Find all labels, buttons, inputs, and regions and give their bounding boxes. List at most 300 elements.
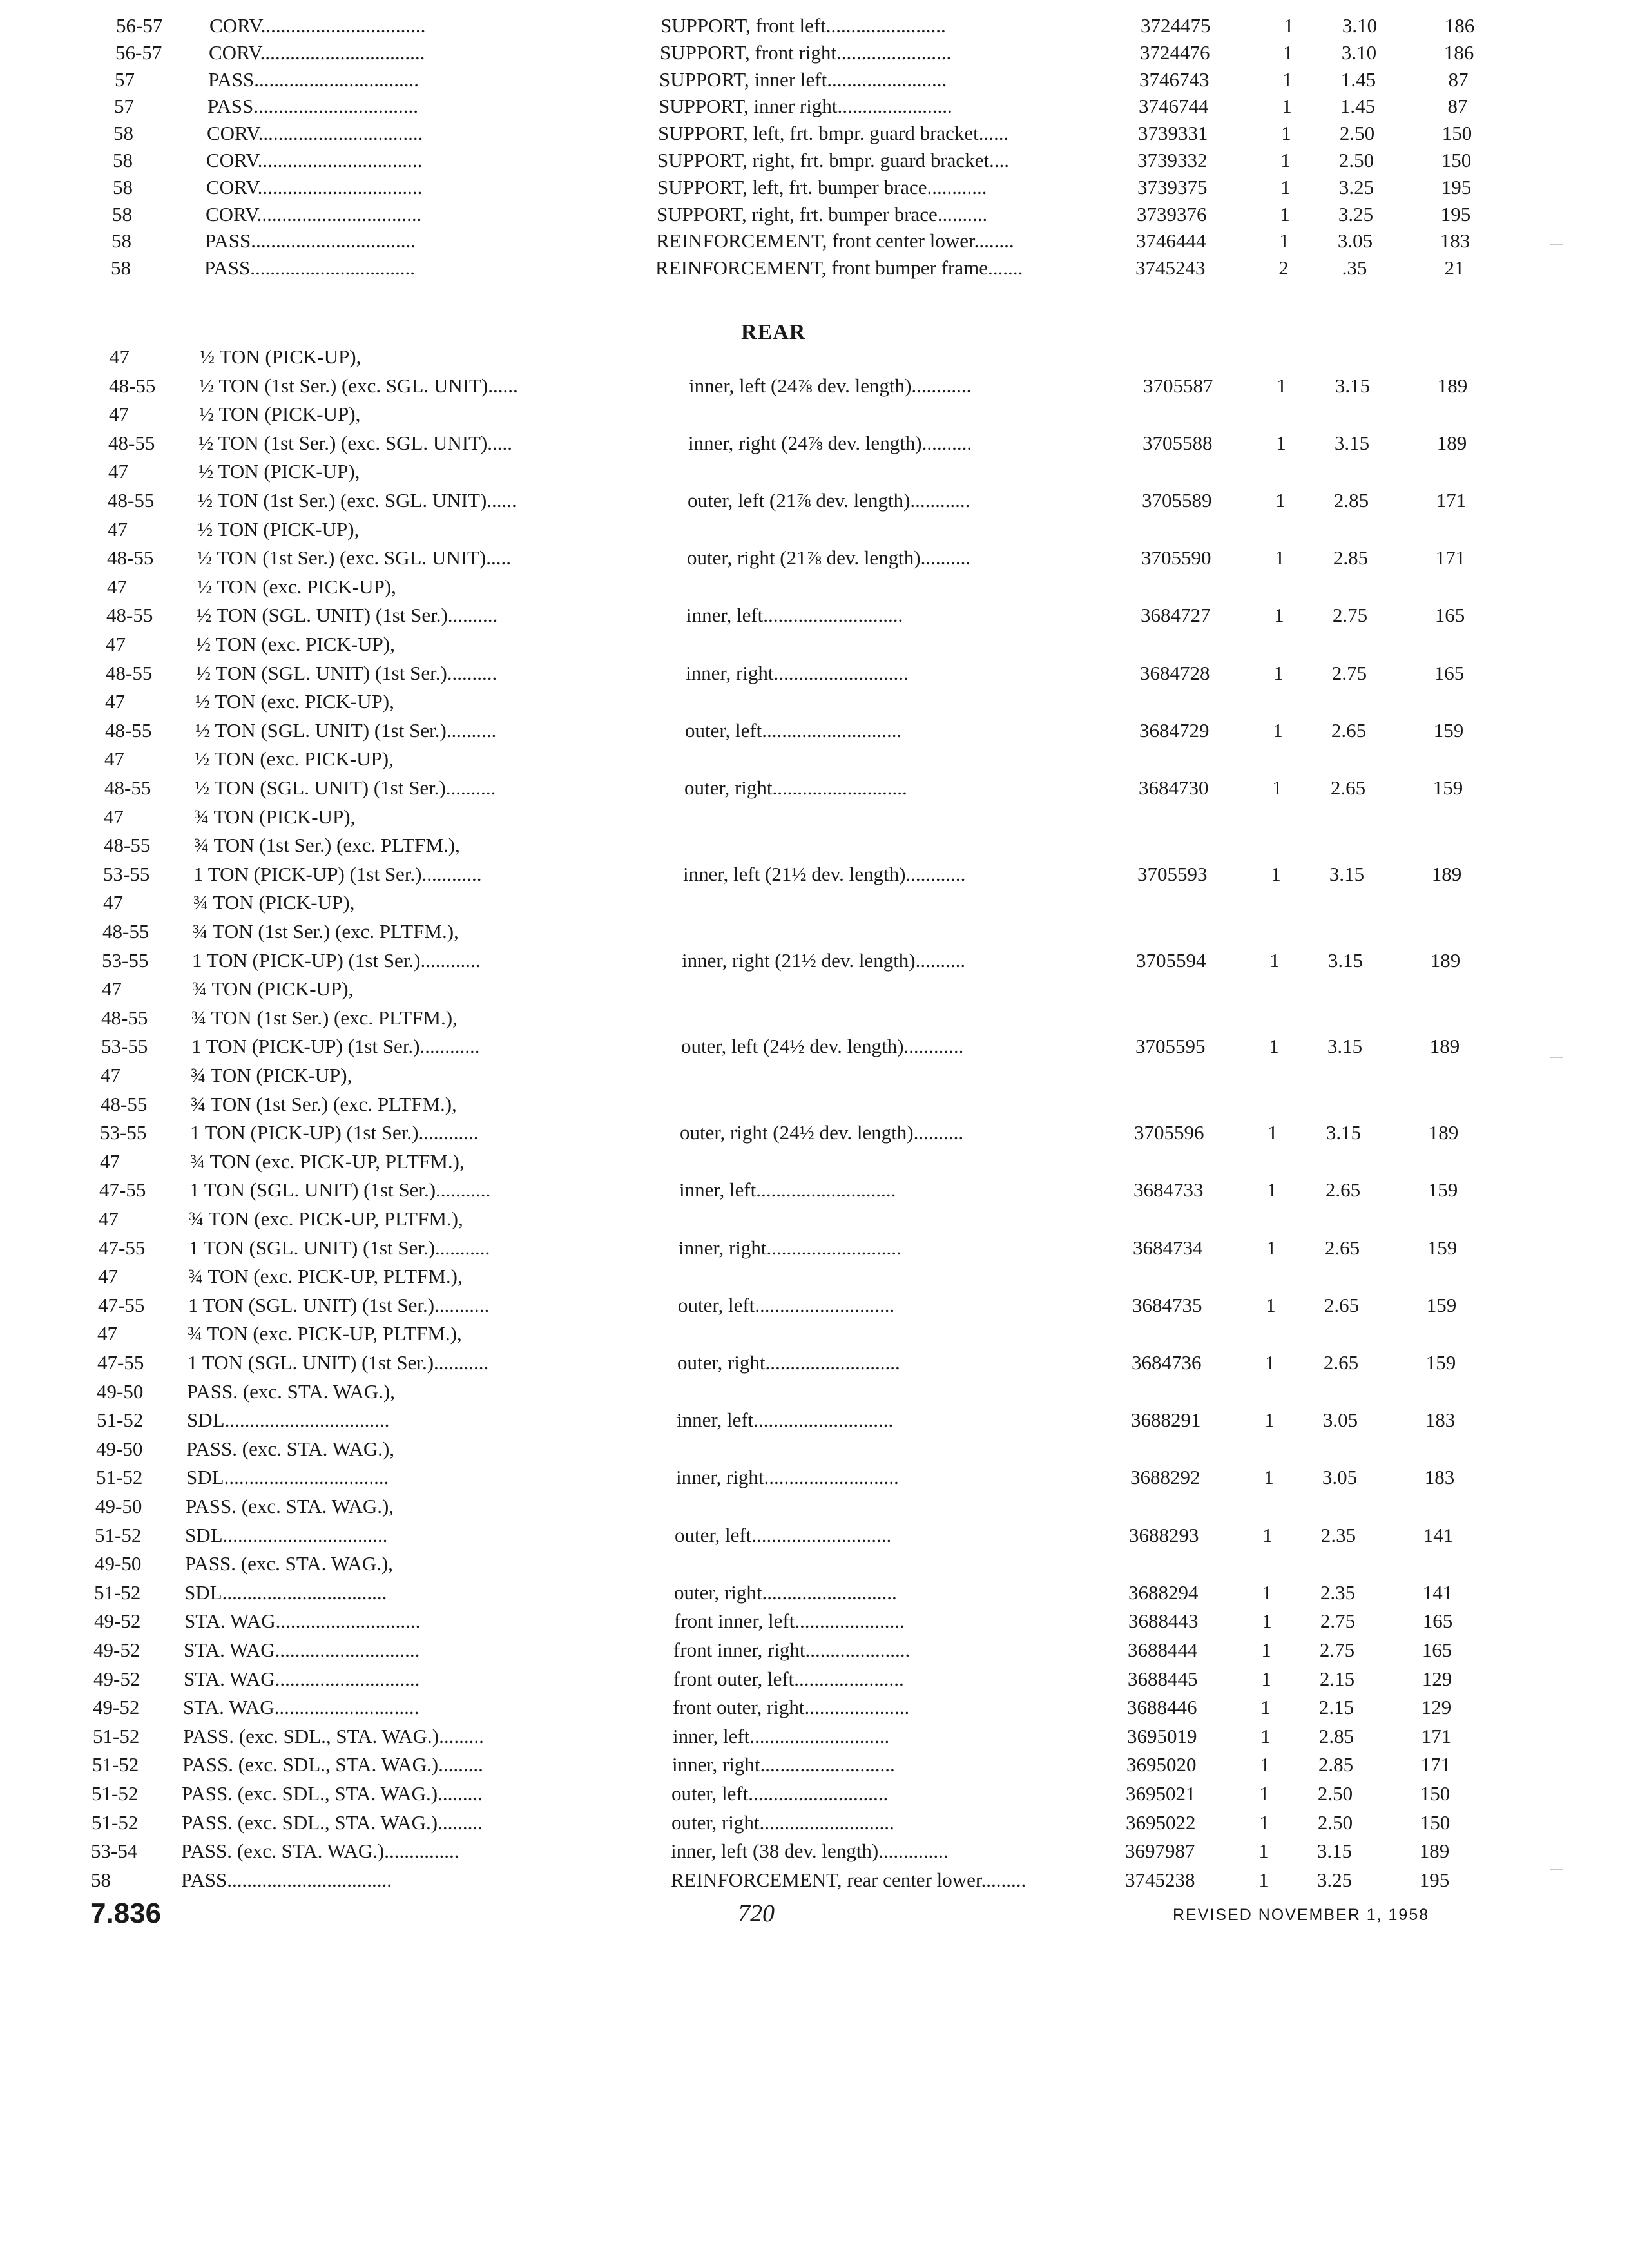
year-cell: 47 bbox=[109, 403, 129, 426]
year-cell: 57 bbox=[115, 68, 135, 91]
weight-cell: 3.25 bbox=[1338, 202, 1374, 226]
table-row bbox=[93, 1636, 1576, 1664]
model-cell: ¾ TON (exc. PICK-UP, PLTFM.), bbox=[188, 1265, 463, 1288]
year-cell: 47 bbox=[108, 460, 128, 483]
table-row bbox=[97, 1378, 1579, 1406]
table-row bbox=[115, 66, 1597, 94]
year-cell: 51-52 bbox=[95, 1523, 142, 1546]
year-cell: 47 bbox=[108, 517, 128, 541]
description-cell: outer, right........................... bbox=[671, 1811, 894, 1834]
quantity-cell: 1 bbox=[1273, 718, 1283, 742]
year-cell: 47 bbox=[104, 805, 124, 828]
description-cell: front inner, left...................... bbox=[674, 1610, 905, 1633]
part-number-cell: 3705595 bbox=[1135, 1035, 1206, 1058]
price-cell: 87 bbox=[1448, 68, 1469, 91]
quantity-cell: 1 bbox=[1260, 1724, 1271, 1747]
quantity-cell: 1 bbox=[1282, 68, 1293, 91]
model-cell: 1 TON (PICK-UP) (1st Ser.)............ bbox=[190, 1121, 479, 1144]
description-cell: inner, left............................ bbox=[673, 1724, 890, 1747]
table-row bbox=[97, 1406, 1579, 1434]
year-cell: 51-52 bbox=[92, 1753, 139, 1776]
table-row bbox=[94, 1579, 1576, 1607]
table-row bbox=[108, 515, 1590, 544]
quantity-cell: 1 bbox=[1267, 1178, 1277, 1202]
part-number-cell: 3695021 bbox=[1126, 1782, 1196, 1805]
model-cell: ½ TON (exc. PICK-UP), bbox=[196, 633, 395, 655]
model-cell: STA. WAG............................. bbox=[184, 1639, 420, 1661]
year-cell: 48-55 bbox=[108, 431, 155, 454]
table-row bbox=[92, 1780, 1574, 1808]
year-cell: 51-52 bbox=[92, 1811, 139, 1834]
model-cell: ½ TON (PICK-UP), bbox=[200, 345, 361, 368]
part-number-cell: 3746743 bbox=[1139, 68, 1210, 91]
weight-cell: 2.50 bbox=[1317, 1782, 1353, 1805]
table-row bbox=[102, 947, 1584, 975]
description-cell: front outer, right..................... bbox=[673, 1696, 910, 1719]
price-cell: 159 bbox=[1432, 776, 1463, 799]
model-cell: PASS................................. bbox=[207, 95, 419, 118]
table-row bbox=[99, 1176, 1581, 1204]
description-cell: inner, left............................ bbox=[686, 604, 903, 627]
year-cell: 47 bbox=[105, 690, 125, 713]
model-cell: CORV................................. bbox=[207, 122, 423, 145]
year-cell: 58 bbox=[113, 149, 133, 171]
year-cell: 49-50 bbox=[96, 1437, 143, 1460]
year-cell: 48-55 bbox=[108, 489, 155, 512]
model-cell: ¾ TON (exc. PICK-UP, PLTFM.), bbox=[190, 1149, 465, 1173]
year-cell: 58 bbox=[111, 256, 131, 280]
description-cell: inner, left............................ bbox=[679, 1178, 896, 1202]
quantity-cell: 1 bbox=[1284, 14, 1294, 37]
model-cell: PASS. (exc. SDL., STA. WAG.)......... bbox=[183, 1724, 484, 1747]
weight-cell: 3.15 bbox=[1327, 948, 1364, 972]
model-cell: STA. WAG............................. bbox=[184, 1667, 420, 1690]
price-cell: 129 bbox=[1422, 1667, 1452, 1690]
model-cell: PASS. (exc. STA. WAG.), bbox=[185, 1552, 394, 1575]
model-cell: PASS. (exc. SDL., STA. WAG.)......... bbox=[182, 1811, 483, 1834]
quantity-cell: 1 bbox=[1277, 374, 1287, 397]
weight-cell: 3.25 bbox=[1338, 175, 1374, 198]
weight-cell: 2.50 bbox=[1317, 1811, 1353, 1834]
part-number-cell: 3684734 bbox=[1133, 1236, 1203, 1259]
quantity-cell: 1 bbox=[1274, 604, 1284, 627]
table-row bbox=[112, 200, 1594, 229]
revision-date: REVISED NOVEMBER 1, 1958 bbox=[1173, 1906, 1430, 1924]
description-cell: outer, right........................... bbox=[684, 776, 907, 799]
description-cell: inner, left (24⅞ dev. length)............ bbox=[689, 374, 972, 397]
quantity-cell: 1 bbox=[1258, 1868, 1269, 1891]
part-number-cell: 3688444 bbox=[1128, 1639, 1198, 1661]
quantity-cell: 1 bbox=[1280, 149, 1291, 171]
table-row bbox=[108, 486, 1590, 515]
table-row bbox=[106, 630, 1588, 658]
part-number-cell: 3724476 bbox=[1140, 41, 1210, 64]
year-cell: 51-52 bbox=[97, 1408, 144, 1432]
description-cell: SUPPORT, inner right....................... bbox=[659, 95, 952, 118]
quantity-cell: 1 bbox=[1273, 661, 1284, 684]
table-row bbox=[93, 1693, 1575, 1722]
part-number-cell: 3688443 bbox=[1128, 1610, 1199, 1633]
description-cell: outer, left............................ bbox=[671, 1782, 889, 1805]
year-cell: 49-52 bbox=[94, 1610, 141, 1633]
year-cell: 47 bbox=[102, 977, 122, 1001]
model-cell: ½ TON (SGL. UNIT) (1st Ser.).......... bbox=[195, 718, 497, 742]
model-cell: ¾ TON (1st Ser.) (exc. PLTFM.), bbox=[193, 920, 459, 943]
part-number-cell: 3688445 bbox=[1128, 1667, 1198, 1690]
year-cell: 51-52 bbox=[94, 1581, 141, 1604]
table-row bbox=[97, 1349, 1579, 1377]
model-cell: ¾ TON (PICK-UP), bbox=[194, 805, 356, 828]
table-row bbox=[106, 601, 1588, 629]
table-row bbox=[101, 1090, 1583, 1119]
model-cell: 1 TON (SGL. UNIT) (1st Ser.)........... bbox=[189, 1236, 490, 1259]
description-cell: REINFORCEMENT, front center lower........ bbox=[656, 229, 1014, 253]
year-cell: 48-55 bbox=[104, 776, 151, 799]
table-row bbox=[101, 1061, 1583, 1090]
year-cell: 53-55 bbox=[101, 1035, 148, 1058]
part-number-cell: 3695019 bbox=[1127, 1724, 1197, 1747]
model-cell: PASS. (exc. SDL., STA. WAG.)......... bbox=[182, 1753, 483, 1776]
weight-cell: 3.15 bbox=[1334, 431, 1370, 454]
year-cell: 53-54 bbox=[91, 1840, 138, 1863]
part-number-cell: 3739376 bbox=[1137, 202, 1207, 226]
price-cell: 150 bbox=[1441, 122, 1472, 145]
quantity-cell: 1 bbox=[1268, 1121, 1278, 1144]
weight-cell: .35 bbox=[1342, 256, 1367, 280]
description-cell: outer, left............................ bbox=[678, 1293, 895, 1316]
part-number-cell: 3745238 bbox=[1125, 1868, 1195, 1891]
weight-cell: 2.85 bbox=[1333, 489, 1369, 512]
part-number-cell: 3684728 bbox=[1140, 661, 1210, 684]
weight-cell: 2.15 bbox=[1318, 1696, 1354, 1719]
weight-cell: 2.65 bbox=[1324, 1293, 1360, 1316]
weight-cell: 2.85 bbox=[1333, 546, 1369, 570]
year-cell: 48-55 bbox=[105, 718, 152, 742]
quantity-cell: 1 bbox=[1282, 95, 1292, 118]
table-row bbox=[116, 12, 1598, 40]
weight-cell: 2.50 bbox=[1338, 149, 1374, 171]
year-cell: 47-55 bbox=[98, 1293, 145, 1316]
year-cell: 48-55 bbox=[102, 920, 149, 943]
table-row bbox=[92, 1809, 1574, 1837]
model-cell: PASS. (exc. STA. WAG.), bbox=[186, 1495, 394, 1517]
price-cell: 189 bbox=[1437, 374, 1468, 397]
quantity-cell: 1 bbox=[1279, 229, 1289, 253]
price-cell: 171 bbox=[1435, 546, 1466, 570]
weight-cell: 3.05 bbox=[1337, 229, 1373, 253]
table-row bbox=[110, 343, 1592, 371]
weight-cell: 2.85 bbox=[1318, 1724, 1354, 1747]
part-number-cell: 3746444 bbox=[1136, 229, 1206, 253]
quantity-cell: 1 bbox=[1280, 202, 1290, 226]
table-row bbox=[111, 254, 1593, 282]
price-cell: 159 bbox=[1426, 1293, 1457, 1316]
description-cell: REINFORCEMENT, rear center lower......... bbox=[671, 1868, 1027, 1891]
description-cell: front inner, right..................... bbox=[673, 1639, 911, 1661]
price-cell: 141 bbox=[1422, 1581, 1453, 1604]
weight-cell: 2.65 bbox=[1325, 1178, 1361, 1202]
part-number-cell: 3684729 bbox=[1139, 718, 1210, 742]
price-cell: 189 bbox=[1419, 1840, 1450, 1863]
quantity-cell: 1 bbox=[1269, 948, 1280, 972]
table-row bbox=[111, 227, 1594, 255]
table-row bbox=[95, 1550, 1577, 1578]
year-cell: 58 bbox=[112, 202, 132, 226]
year-cell: 49-52 bbox=[93, 1667, 140, 1690]
year-cell: 47 bbox=[99, 1207, 119, 1230]
description-cell: inner, right........................... bbox=[672, 1753, 895, 1776]
weight-cell: 2.85 bbox=[1318, 1753, 1354, 1776]
quantity-cell: 1 bbox=[1262, 1581, 1272, 1604]
year-cell: 53-55 bbox=[102, 948, 149, 972]
description-cell: front outer, left...................... bbox=[673, 1667, 904, 1690]
quantity-cell: 1 bbox=[1266, 1236, 1277, 1259]
table-row bbox=[108, 429, 1590, 457]
price-cell: 171 bbox=[1436, 489, 1467, 512]
description-cell: outer, right........................... bbox=[677, 1351, 900, 1374]
weight-cell: 3.15 bbox=[1335, 374, 1371, 397]
year-cell: 56-57 bbox=[116, 14, 163, 37]
price-cell: 159 bbox=[1427, 1178, 1458, 1202]
year-cell: 51-52 bbox=[96, 1466, 143, 1489]
price-cell: 186 bbox=[1444, 14, 1475, 37]
model-cell: SDL................................. bbox=[184, 1581, 387, 1604]
model-cell: ½ TON (PICK-UP), bbox=[199, 403, 361, 426]
description-cell: SUPPORT, left, frt. bmpr. guard bracket...... bbox=[658, 122, 1009, 145]
part-number-cell: 3688293 bbox=[1129, 1523, 1199, 1546]
model-cell: ½ TON (PICK-UP), bbox=[198, 517, 360, 541]
price-cell: 189 bbox=[1428, 1121, 1459, 1144]
price-cell: 159 bbox=[1433, 718, 1464, 742]
model-cell: CORV................................. bbox=[206, 149, 423, 171]
table-row bbox=[92, 1751, 1574, 1779]
model-cell: 1 TON (PICK-UP) (1st Ser.)............ bbox=[191, 1035, 480, 1058]
weight-cell: 3.05 bbox=[1322, 1408, 1358, 1432]
year-cell: 47 bbox=[104, 747, 124, 771]
part-number-cell: 3739375 bbox=[1137, 175, 1208, 198]
table-row bbox=[107, 573, 1589, 601]
price-cell: 141 bbox=[1423, 1523, 1454, 1546]
weight-cell: 3.15 bbox=[1329, 862, 1365, 885]
year-cell: 53-55 bbox=[100, 1121, 147, 1144]
model-cell: ¾ TON (1st Ser.) (exc. PLTFM.), bbox=[191, 1092, 457, 1115]
year-cell: 49-52 bbox=[93, 1639, 140, 1661]
model-cell: ¾ TON (exc. PICK-UP, PLTFM.), bbox=[188, 1322, 462, 1345]
weight-cell: 3.05 bbox=[1322, 1466, 1358, 1489]
year-cell: 48-55 bbox=[101, 1092, 148, 1115]
year-cell: 47 bbox=[98, 1265, 118, 1288]
model-cell: SDL................................. bbox=[185, 1523, 388, 1546]
model-cell: 1 TON (SGL. UNIT) (1st Ser.)........... bbox=[188, 1351, 489, 1374]
table-row bbox=[114, 92, 1596, 120]
quantity-cell: 1 bbox=[1269, 1035, 1279, 1058]
description-cell: outer, right........................... bbox=[674, 1581, 897, 1604]
weight-cell: 2.75 bbox=[1319, 1639, 1355, 1661]
price-cell: 183 bbox=[1440, 229, 1470, 253]
weight-cell: 2.65 bbox=[1323, 1351, 1359, 1374]
year-cell: 47 bbox=[101, 1064, 120, 1086]
part-number-cell: 3705589 bbox=[1142, 489, 1212, 512]
quantity-cell: 1 bbox=[1281, 122, 1291, 145]
year-cell: 48-55 bbox=[104, 834, 151, 857]
table-row bbox=[102, 975, 1584, 1003]
weight-cell: 2.35 bbox=[1320, 1523, 1356, 1546]
model-cell: CORV................................. bbox=[206, 175, 423, 198]
price-cell: 165 bbox=[1422, 1610, 1453, 1633]
quantity-cell: 1 bbox=[1271, 862, 1281, 885]
model-cell: CORV................................. bbox=[209, 14, 426, 37]
description-cell: SUPPORT, inner left........................ bbox=[659, 68, 947, 91]
weight-cell: 3.15 bbox=[1316, 1840, 1353, 1863]
page-number: 720 bbox=[738, 1900, 775, 1927]
price-cell: 186 bbox=[1443, 41, 1474, 64]
table-row bbox=[109, 400, 1591, 428]
year-cell: 57 bbox=[114, 95, 134, 118]
year-cell: 48-55 bbox=[106, 661, 153, 684]
model-cell: PASS................................. bbox=[181, 1868, 392, 1891]
model-cell: ¾ TON (PICK-UP), bbox=[191, 1064, 352, 1086]
table-row bbox=[113, 173, 1595, 202]
table-row bbox=[100, 1148, 1582, 1176]
year-cell: 49-50 bbox=[97, 1379, 144, 1403]
price-cell: 189 bbox=[1430, 948, 1461, 972]
model-cell: ¾ TON (PICK-UP), bbox=[192, 977, 354, 1001]
model-cell: ½ TON (PICK-UP), bbox=[198, 460, 360, 483]
description-cell: REINFORCEMENT, front bumper frame....... bbox=[655, 256, 1023, 280]
part-number-cell: 3705593 bbox=[1137, 862, 1208, 885]
year-cell: 47 bbox=[110, 345, 130, 368]
year-cell: 49-50 bbox=[95, 1552, 142, 1575]
quantity-cell: 1 bbox=[1260, 1696, 1271, 1719]
price-cell: 195 bbox=[1441, 175, 1472, 198]
quantity-cell: 1 bbox=[1258, 1840, 1269, 1863]
model-cell: ½ TON (exc. PICK-UP), bbox=[197, 575, 396, 598]
model-cell: STA. WAG............................. bbox=[183, 1696, 419, 1719]
table-row bbox=[113, 146, 1595, 175]
price-cell: 87 bbox=[1447, 95, 1468, 118]
quantity-cell: 1 bbox=[1260, 1753, 1270, 1776]
description-cell: outer, left (24½ dev. length)............ bbox=[681, 1035, 964, 1058]
quantity-cell: 1 bbox=[1262, 1610, 1272, 1633]
model-cell: ½ TON (1st Ser.) (exc. SGL. UNIT)...... bbox=[199, 374, 518, 397]
model-cell: ½ TON (1st Ser.) (exc. SGL. UNIT)..... bbox=[197, 546, 512, 570]
part-number-cell: 3746744 bbox=[1139, 95, 1209, 118]
part-number-cell: 3688291 bbox=[1131, 1408, 1201, 1432]
table-row bbox=[95, 1521, 1577, 1550]
price-cell: 165 bbox=[1434, 661, 1465, 684]
description-cell: SUPPORT, front left........................ bbox=[660, 14, 946, 37]
table-row bbox=[104, 774, 1586, 802]
weight-cell: 2.35 bbox=[1320, 1581, 1356, 1604]
model-cell: 1 TON (PICK-UP) (1st Ser.)............ bbox=[193, 862, 482, 885]
part-number-cell: 3684733 bbox=[1133, 1178, 1204, 1202]
quantity-cell: 1 bbox=[1262, 1523, 1273, 1546]
weight-cell: 1.45 bbox=[1340, 68, 1376, 91]
table-row bbox=[96, 1463, 1578, 1492]
year-cell: 48-55 bbox=[109, 374, 156, 397]
weight-cell: 3.10 bbox=[1341, 41, 1377, 64]
model-cell: 1 TON (SGL. UNIT) (1st Ser.)........... bbox=[189, 1178, 491, 1202]
part-number-cell: 3724475 bbox=[1141, 14, 1211, 37]
table-row bbox=[103, 860, 1585, 889]
weight-cell: 3.15 bbox=[1327, 1035, 1363, 1058]
model-cell: ½ TON (SGL. UNIT) (1st Ser.).......... bbox=[197, 604, 498, 627]
part-number-cell: 3705594 bbox=[1136, 948, 1206, 972]
description-cell: outer, right (24½ dev. length).......... bbox=[680, 1121, 964, 1144]
model-cell: ½ TON (1st Ser.) (exc. SGL. UNIT)...... bbox=[198, 489, 517, 512]
weight-cell: 3.10 bbox=[1342, 14, 1378, 37]
table-row bbox=[98, 1291, 1580, 1320]
description-cell: outer, left............................ bbox=[685, 718, 902, 742]
quantity-cell: 1 bbox=[1265, 1351, 1275, 1374]
model-cell: SDL................................. bbox=[187, 1408, 390, 1432]
table-row bbox=[99, 1205, 1581, 1233]
weight-cell: 2.15 bbox=[1319, 1667, 1355, 1690]
price-cell: 165 bbox=[1422, 1639, 1452, 1661]
table-row bbox=[104, 745, 1586, 773]
table-row bbox=[95, 1492, 1577, 1521]
model-cell: ½ TON (1st Ser.) (exc. SGL. UNIT)..... bbox=[198, 431, 513, 454]
year-cell: 47 bbox=[103, 891, 123, 914]
table-row bbox=[101, 1004, 1583, 1032]
description-cell: inner, left (38 dev. length).............. bbox=[671, 1840, 949, 1863]
year-cell: 47 bbox=[100, 1149, 120, 1173]
description-cell: inner, right........................... bbox=[679, 1236, 901, 1259]
description-cell: SUPPORT, front right....................... bbox=[660, 41, 952, 64]
quantity-cell: 2 bbox=[1278, 256, 1289, 280]
price-cell: 150 bbox=[1420, 1811, 1451, 1834]
year-cell: 47 bbox=[107, 575, 127, 598]
quantity-cell: 1 bbox=[1276, 431, 1286, 454]
year-cell: 49-52 bbox=[93, 1696, 140, 1719]
table-row bbox=[99, 1234, 1581, 1262]
year-cell: 58 bbox=[111, 229, 131, 253]
price-cell: 189 bbox=[1429, 1035, 1460, 1058]
table-row bbox=[94, 1607, 1576, 1635]
part-number-cell: 3745243 bbox=[1135, 256, 1206, 280]
table-row bbox=[91, 1837, 1573, 1865]
weight-cell: 2.50 bbox=[1339, 122, 1375, 145]
part-number-cell: 3684736 bbox=[1132, 1351, 1202, 1374]
model-cell: PASS. (exc. STA. WAG.)............... bbox=[181, 1840, 459, 1863]
description-cell: inner, left (21½ dev. length)............ bbox=[683, 862, 966, 885]
model-cell: ½ TON (SGL. UNIT) (1st Ser.).......... bbox=[196, 661, 497, 684]
model-cell: CORV................................. bbox=[206, 202, 422, 226]
part-number-cell: 3684730 bbox=[1139, 776, 1209, 799]
table-row bbox=[100, 1119, 1582, 1147]
quantity-cell: 1 bbox=[1259, 1782, 1269, 1805]
price-cell: 159 bbox=[1425, 1351, 1456, 1374]
weight-cell: 1.45 bbox=[1340, 95, 1376, 118]
model-cell: ½ TON (exc. PICK-UP), bbox=[195, 690, 394, 713]
weight-cell: 2.65 bbox=[1324, 1236, 1360, 1259]
part-number-cell: 3739332 bbox=[1137, 149, 1208, 171]
table-row bbox=[107, 544, 1589, 572]
model-cell: 1 TON (PICK-UP) (1st Ser.)............ bbox=[192, 948, 481, 972]
quantity-cell: 1 bbox=[1261, 1667, 1271, 1690]
part-number-cell: 3739331 bbox=[1138, 122, 1208, 145]
year-cell: 48-55 bbox=[101, 1006, 148, 1029]
price-cell: 129 bbox=[1421, 1696, 1452, 1719]
part-number-cell: 3688294 bbox=[1128, 1581, 1199, 1604]
weight-cell: 2.75 bbox=[1332, 604, 1368, 627]
table-row bbox=[104, 803, 1586, 831]
model-cell: PASS. (exc. STA. WAG.), bbox=[186, 1437, 395, 1460]
table-row bbox=[109, 372, 1591, 400]
description-cell: outer, left (21⅞ dev. length)............ bbox=[688, 489, 970, 512]
quantity-cell: 1 bbox=[1272, 776, 1282, 799]
weight-cell: 3.25 bbox=[1316, 1868, 1353, 1891]
